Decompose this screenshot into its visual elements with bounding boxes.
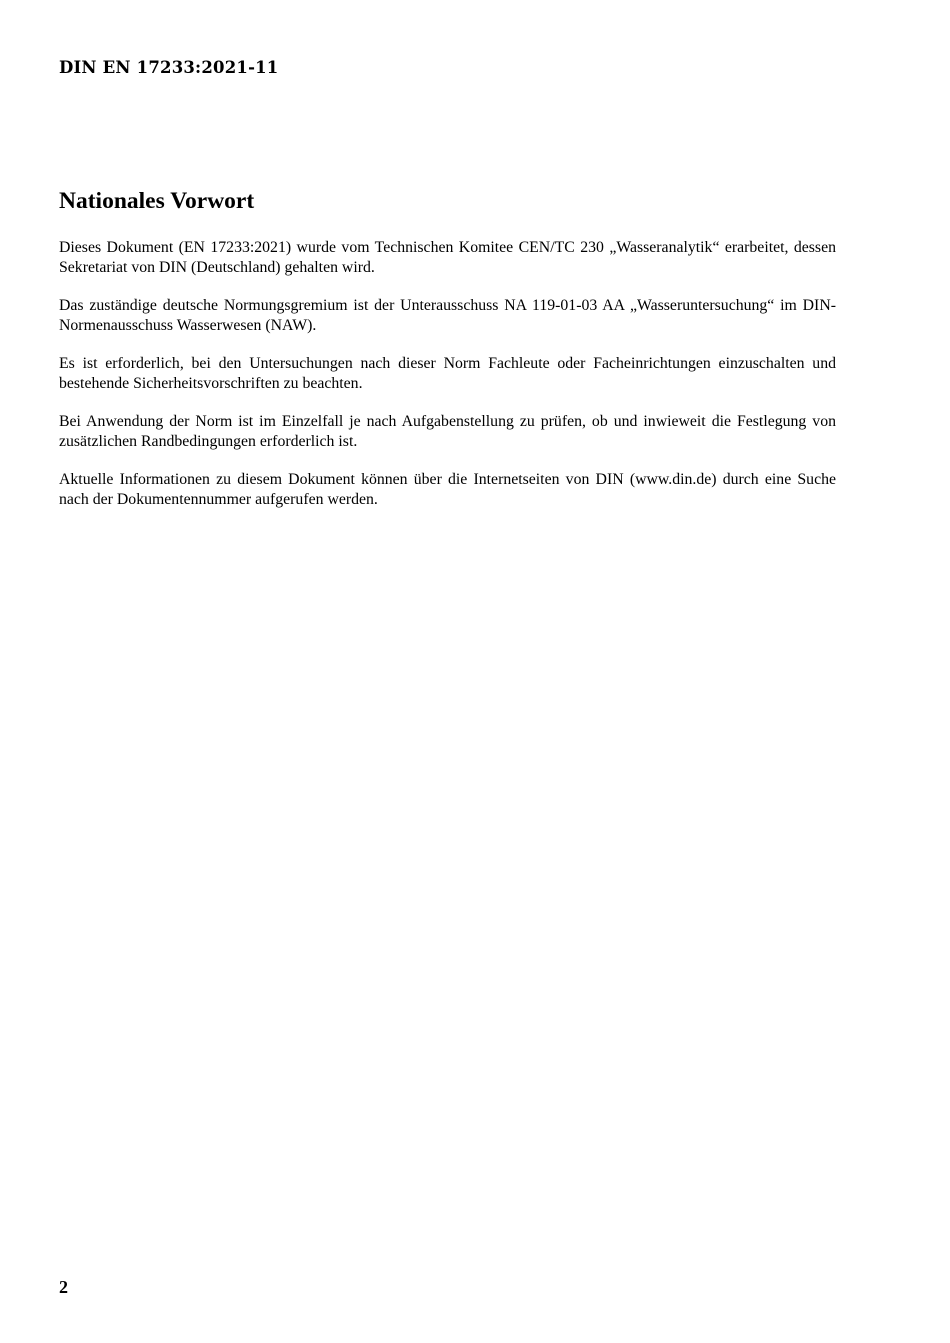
paragraph-safety-notice: Es ist erforderlich, bei den Untersuchungen nach dieser Norm Fachleute oder Facheinrichtungen einzuschalten und bestehende Sicherheitsvorschriften zu beachten.: [59, 355, 836, 392]
paragraph-document-origin: Dieses Dokument (EN 17233:2021) wurde vom Technischen Komitee CEN/TC 230 „Wasseranalytik“ erarbeitet, dessen Sekretariat von DIN (Deutschland) gehalten wird.: [59, 239, 836, 276]
page-number: 2: [59, 1277, 68, 1297]
paragraph-application-notice: Bei Anwendung der Norm ist im Einzelfall je nach Aufgabenstellung zu prüfen, ob und inwieweit die Festlegung von zusätzlichen Randbedingungen erforderlich ist.: [59, 413, 836, 450]
paragraph-current-information: Aktuelle Informationen zu diesem Dokument können über die Internetseiten von DIN (www.din.de) durch eine Suche nach der Dokumentennummer aufgerufen werden.: [59, 471, 836, 508]
paragraph-standards-committee: Das zuständige deutsche Normungsgremium ist der Unterausschuss NA 119-01-03 AA „Wasseruntersuchung“ im DIN-Normenausschuss Wasserwesen (NAW).: [59, 297, 836, 334]
section-title: Nationales Vorwort: [59, 188, 255, 214]
section-body: [59, 238, 836, 528]
document-header: DIN EN 17233:2021-11: [59, 58, 279, 77]
